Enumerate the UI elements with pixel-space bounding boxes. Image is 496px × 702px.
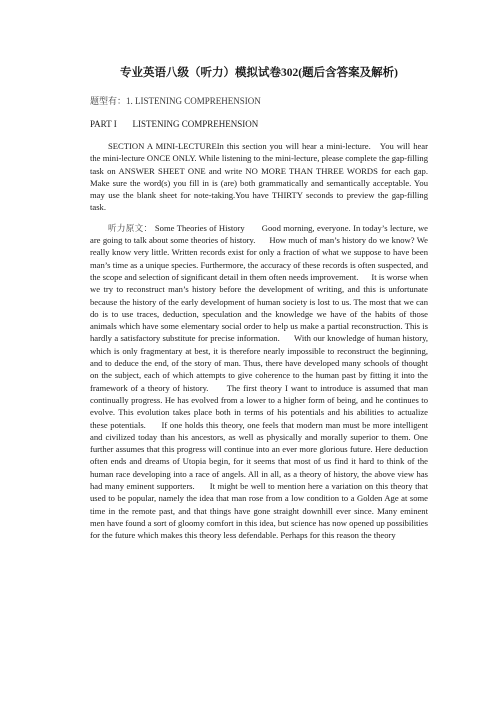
- question-types: 题型有：1. LISTENING COMPREHENSION: [90, 96, 261, 106]
- part-heading: PART I LISTENING COMPREHENSION: [90, 119, 259, 129]
- transcript-text: Some Theories of History Good morning, everyone. In today’s lecture, we are going to talk about some theories of history. How much of man’s history do we know? We really know very little. Written records exist for only a fraction of what we suppose to have been man’s time as a unique species. Furthermore, the accuracy of these records is often suspected, and the scope and selection of significant detail in them often needs improvement. It is worse when we try to reconstruct man’s history before the development of writing, and this is unfortunate because the history of the early development of human society is lost to us. The most that we can do is to use traces, deduction, speculation and the knowledge we have of the habits of those animals which have some elementary social order to help us make a partial reconstruction. This is hardly a satisfactory substitute for precise information. With our knowledge of human history, which is only fragmentary at best, it is therefore nearly impossible to reconstruct the beginning, and to deduce the end, of the story of man. Thus, there have developed many schools of thought on the subject, each of which attempts to give coherence to the human past by fitting it into the framework of a theory of history. The first theory I want to introduce is assumed that man continually progress. He has evolved from a lower to a higher form of being, and he continues to evolve. This evolution takes place both in terms of his potentials and his abilities to actualize these potentials. If one holds this theory, one feels that modern man must be more intelligent and civilized today than his ancestors, as well as physically and morally superior to them. One further assumes that this progress will continue into an ever more glorious future. Here deduction often ends and dreams of Utopia begin, for it seems that most of us find it hard to think of the human race developing into a race of angels. All in all, as a theory of history, the above view has had many eminent supporters. It might be well to mention here a variation on this theory that used to be popular, namely the idea that man rose from a low condition to a Golden Age at some time in the remote past, and that things have gone straight downhill ever since. Many eminent men have found a sort of gloomy comfort in this idea, but science has now opened up possibilities for the future which makes this theory less defendable. Perhaps for this reason the theory: [90, 222, 428, 541]
- section-instructions: SECTION A MINI-LECTUREIn this section you will hear a mini-lecture. You will hear the mini-lecture ONCE ONLY. While listening to the mini-lecture, please complete the gap-filling task on ANSWER SHEET ONE and write NO MORE THAN THREE WORDS for each gap. Make sure the word(s) you fill in is (are) both grammatically and semantically acceptable. You may use the blank sheet for note-taking.You have THIRTY seconds to preview the gap-filling task.: [90, 141, 428, 213]
- transcript-paragraph: [90, 222, 428, 542]
- transcript-label: 听力原文：: [108, 222, 153, 233]
- document-title: 专业英语八级（听力）模拟试卷302(题后含答案及解析): [120, 67, 398, 79]
